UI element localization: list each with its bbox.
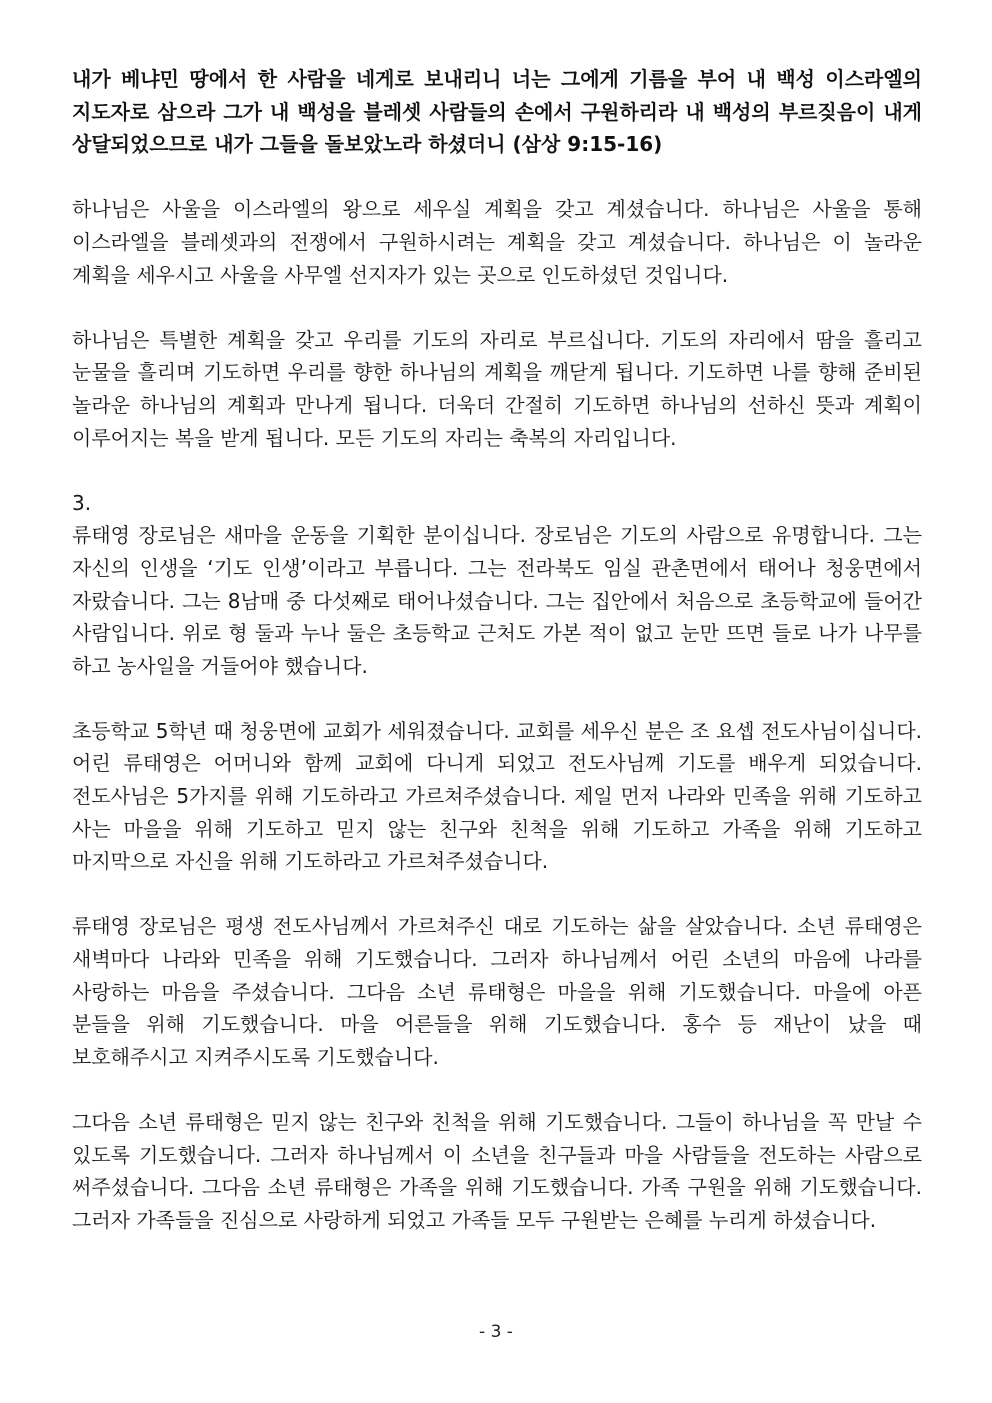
body-paragraph: 초등학교 5학년 때 청웅면에 교회가 세워졌습니다. 교회를 세우신 분은 조 요셉 전도사님이십니다. 어린 류태영은 어머니와 함께 교회에 다니게 되었고 전도사님께 기도를 배우게 되었습니다. 전도사님은 5가지를 위해 기도하라고 가르쳐주셨습니다. 제일 먼저 나라와 민족을 위해 기도하고 사는 마을을 위해 기도하고 믿지 않는 친구와 친척을 위해 기도하고 가족을 위해 기도하고 마지막으로 자신을 위해 기도하라고 가르쳐주셨습니다. <box>72 718 922 874</box>
section-number: 3. <box>72 490 92 515</box>
page-content <box>72 63 922 1236</box>
body-paragraph: 그다음 소년 류태형은 믿지 않는 친구와 친척을 위해 기도했습니다. 그들이 하나님을 꼭 만날 수 있도록 기도했습니다. 그러자 하나님께서 이 소년을 친구들과 마을 사람들을 전도하는 사람으로 써주셨습니다. 그다음 소년 류태형은 가족을 위해 기도했습니다. 가족 구원을 위해 기도했습니다. 그러자 가족들을 진심으로 사랑하게 되었고 가족들 모두 구원받는 은혜를 누리게 하셨습니다. <box>72 1110 922 1232</box>
paragraph-gap <box>72 878 922 911</box>
paragraph-gap <box>72 161 922 194</box>
scripture-quote: 내가 베냐민 땅에서 한 사람을 네게로 보내리니 너는 그에게 기름을 부어 내 백성 이스라엘의 지도자로 삼으라 그가 내 백성을 블레셋 사람들의 손에서 구원하리라 내 백성의 부르짖음이 내게 상달되었으므로 내가 그들을 돌보았노라 하셨더니 (삼상 9:15-16) <box>72 67 922 157</box>
paragraph-gap <box>72 291 922 324</box>
body-paragraph: 하나님은 사울을 이스라엘의 왕으로 세우실 계획을 갖고 계셨습니다. 하나님은 사울을 통해 이스라엘을 블레셋과의 전쟁에서 구원하시려는 계획을 갖고 계셨습니다. 하나님은 이 놀라운 계획을 세우시고 사울을 사무엘 선지자가 있는 곳으로 인도하셨던 것입니다. <box>72 197 922 287</box>
body-paragraph: 류태영 장로님은 새마을 운동을 기획한 분이십니다. 장로님은 기도의 사람으로 유명합니다. 그는 자신의 인생을 ‘기도 인생’이라고 부릅니다. 그는 전라북도 임실 관촌면에서 태어나 청웅면에서 자랐습니다. 그는 8남매 중 다섯째로 태어나셨습니다. 그는 집안에서 처음으로 초등학교에 들어간 사람입니다. 위로 형 둘과 누나 둘은 초등학교 근처도 가본 적이 없고 눈만 뜨면 들로 나가 나무를 하고 농사일을 거들어야 했습니다. <box>72 523 922 678</box>
body-paragraph: 하나님은 특별한 계획을 갖고 우리를 기도의 자리로 부르십니다. 기도의 자리에서 땀을 흘리고 눈물을 흘리며 기도하면 우리를 향한 하나님의 계획을 깨닫게 됩니다. 기도하면 나를 향해 준비된 놀라운 하나님의 계획과 만나게 됩니다. 더욱더 간절히 기도하면 하나님의 선하신 뜻과 계획이 이루어지는 복을 받게 됩니다. 모든 기도의 자리는 축복의 자리입니다. <box>72 327 922 450</box>
paragraph-gap <box>72 682 922 715</box>
body-paragraph: 류태영 장로님은 평생 전도사님께서 가르쳐주신 대로 기도하는 삶을 살았습니다. 소년 류태영은 새벽마다 나라와 민족을 위해 기도했습니다. 그러자 하나님께서 어린 소년의 마음에 나라를 사랑하는 마음을 주셨습니다. 그다음 소년 류태형은 마을을 위해 기도했습니다. 마을에 아픈 분들을 위해 기도했습니다. 마을 어른들을 위해 기도했습니다. 홍수 등 재난이 났을 때 보호해주시고 지켜주시도록 기도했습니다. <box>72 914 922 1069</box>
page-number: - 3 - <box>479 1322 513 1342</box>
paragraph-gap <box>72 454 922 487</box>
paragraph-gap <box>72 1073 922 1106</box>
